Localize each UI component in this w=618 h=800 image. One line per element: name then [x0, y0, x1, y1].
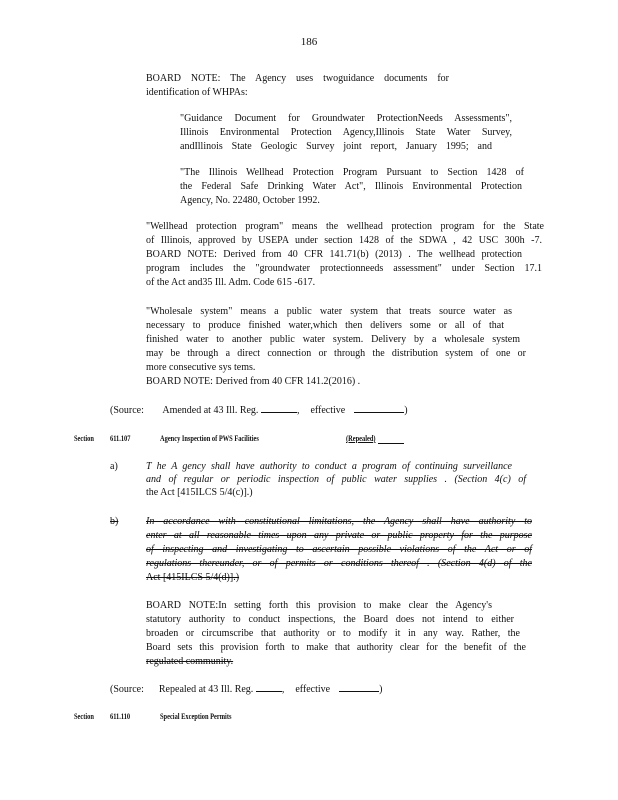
statute-line: T he A gency shall have authority to conduct a program of continuing surveillance [146, 461, 512, 472]
page-number: 186 [300, 36, 318, 48]
quote-line: Agency, No. 22480, October 1992. [180, 195, 320, 206]
quote-line: "The Illinois Wellhead Protection Program Pursuant to Section 1428 of [180, 167, 524, 178]
statute-line: and of regular or periodic inspection of public water supplies . (Section 4(c) of [146, 474, 526, 485]
definition-line: may be through a direct connection or through the distribution system of one or [146, 348, 526, 359]
source-note: (Source: Amended at 43 Ill. Reg. , effective ) [110, 405, 408, 416]
definition-line: BOARD NOTE: Derived from 40 CFR 141.2(2016) . [146, 376, 361, 387]
board-note-line: broaden or circumscribe that authority or to modify it in any way. Rather, the [146, 628, 520, 639]
definition-line: finished water to another public water system. Delivery by a wholesale system [146, 334, 520, 345]
deleted-line: enter at all reasonable times upon any private or public property for the purpose [146, 530, 532, 541]
definition-line: of the Act and35 Ill. Adm. Code 615 -617. [146, 277, 316, 288]
definition-line: "Wholesale system" means a public water system that treats source water as [146, 306, 512, 317]
definition-line: necessary to produce finished water,which then delivers some or all of that [146, 320, 504, 331]
deleted-line: regulations thereunder, or of permits or conditions thereof . (Section 4(d) of the [146, 558, 532, 569]
deleted-line: Act [415ILCS 5/4(d)].) [146, 572, 240, 583]
section-title: Agency Inspection of PWS Facilities [160, 434, 259, 443]
definition-line: "Wellhead protection program" means the wellhead protection program for the State [146, 221, 544, 232]
quote-line: the Federal Safe Drinking Water Act", Illinois Environmental Protection [180, 181, 522, 192]
blank-line [339, 682, 379, 692]
statute-line: the Act [415ILCS 5/4(c)].) [146, 487, 253, 498]
board-note-line: Board sets this provision forth to make that authority clear for the benefit of the [146, 642, 526, 653]
definition-line: program includes the "groundwater protectionneeds assessment" under Section 17.1 [146, 263, 542, 274]
underline [378, 443, 404, 444]
section-number: 611.107 [110, 434, 131, 443]
section-label: Section [74, 434, 94, 443]
source-text: Repealed at 43 Ill. Reg. [158, 684, 254, 695]
definition-line: of Illinois, approved by USEPA under section 1428 of the SDWA , 42 USC 300h -7. [146, 235, 542, 246]
board-note-line: BOARD NOTE:In setting forth this provision to make clear the Agency's [146, 600, 492, 611]
quote-line: Illinois Environmental Protection Agency,Illinois State Water Survey, [180, 127, 512, 138]
section-number: 611.110 [110, 712, 131, 721]
section-title: Special Exception Permits [160, 712, 232, 721]
quote-line: andIllinois State Geologic Survey joint report, January 1995; and [180, 141, 492, 152]
quote-line: "Guidance Document for Groundwater ProtectionNeeds Assessments", [180, 113, 512, 124]
source-effective: effective [295, 684, 331, 695]
source-note: (Source: Repealed at 43 Ill. Reg. , effective ) [110, 684, 383, 695]
source-label: (Source: [110, 684, 144, 695]
deleted-line: of inspecting and investigating to ascertain possible violations of the Act or of [146, 544, 532, 555]
blank-line [354, 403, 404, 413]
definition-line: more consecutive sys tems. [146, 362, 256, 373]
deleted-line: regulated community. [146, 656, 234, 667]
definition-line: BOARD NOTE: Derived from 40 CFR 141.71(b) (2013) . The wellhead protection [146, 249, 522, 260]
item-marker: a) [110, 461, 118, 472]
item-marker: b) [110, 516, 119, 527]
board-note-line: identification of WHPAs: [146, 87, 248, 98]
source-text: Amended at 43 Ill. Reg. [162, 405, 259, 416]
board-note-line: statutory authority to conduct inspections, the Board does not intend to either [146, 614, 514, 625]
blank-line [256, 682, 282, 692]
board-note-line: BOARD NOTE: The Agency uses twoguidance documents for [146, 73, 449, 84]
blank-line [261, 403, 297, 413]
deleted-line: In accordance with constitutional limitations, the Agency shall have authority to [146, 516, 532, 527]
source-effective: effective [310, 405, 346, 416]
section-label: Section [74, 712, 94, 721]
section-status: (Repealed) [346, 434, 376, 443]
source-label: (Source: [110, 405, 144, 416]
